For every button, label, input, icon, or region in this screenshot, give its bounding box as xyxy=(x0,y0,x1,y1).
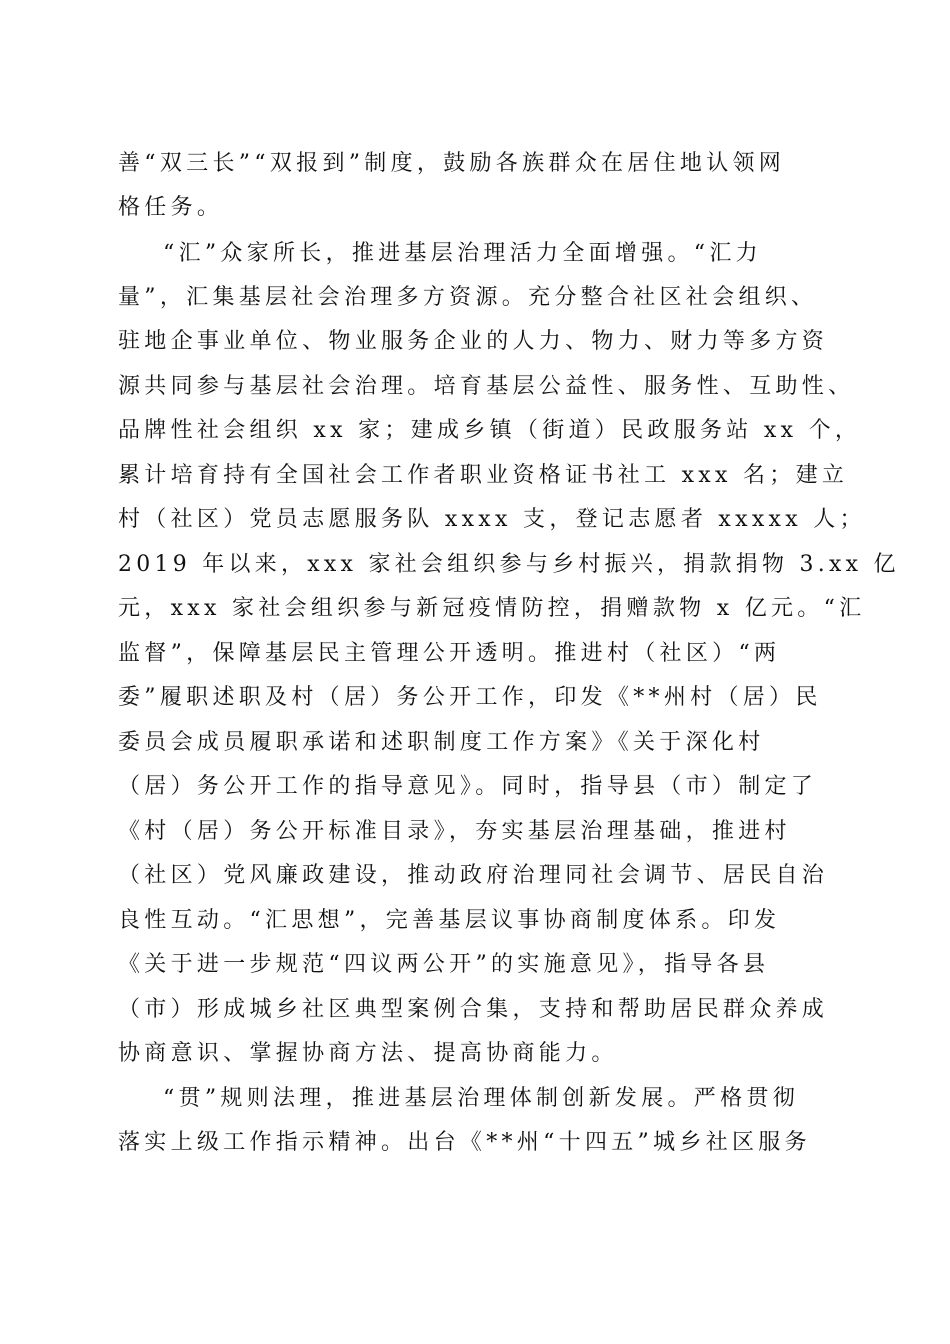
text-line: （居）务公开工作的指导意见》。同时，指导县（市）制定了 xyxy=(118,774,818,799)
text-line: 《村（居）务公开标准目录》，夯实基层治理基础，推进村 xyxy=(118,819,791,844)
text-line: 驻地企事业单位、物业服务企业的人力、物力、财力等多方资 xyxy=(118,329,829,354)
text-line: 元，xxx 家社会组织参与新冠疫情防控，捐赠款物 x 亿元。“汇 xyxy=(118,596,866,621)
text-line: 《关于进一步规范“四议两公开”的实施意见》，指导各县 xyxy=(118,952,770,977)
text-line: 协商意识、掌握协商方法、提高协商能力。 xyxy=(118,1041,618,1066)
text-line: 品牌性社会组织 xx 家；建成乡镇（街道）民政服务站 xx 个， xyxy=(118,418,862,443)
text-line: 善“双三长”“双报到”制度，鼓励各族群众在居住地认领网 xyxy=(118,151,786,176)
text-line: 良性互动。“汇思想”，完善基层议事协商制度体系。印发 xyxy=(118,908,781,933)
text-line: 委员会成员履职承诺和述职制度工作方案》《关于深化村 xyxy=(118,730,765,755)
paragraph-start-line: “贯”规则法理，推进基层治理体制创新发展。严格贯彻 xyxy=(163,1086,799,1111)
text-line: 落实上级工作指示精神。出台《**州“十四五”城乡社区服务 xyxy=(118,1130,811,1155)
text-line: （社区）党风廉政建设，推动政府治理同社会调节、居民自治 xyxy=(118,863,829,888)
text-line: 格任务。 xyxy=(118,195,224,220)
text-line: 源共同参与基层社会治理。培育基层公益性、服务性、互助性、 xyxy=(118,374,855,399)
text-line: （市）形成城乡社区典型案例合集，支持和帮助居民群众养成 xyxy=(118,997,829,1022)
text-line: 村（社区）党员志愿服务队 xxxx 支，登记志愿者 xxxxx 人； xyxy=(118,507,866,532)
text-line: 累计培育持有全国社会工作者职业资格证书社工 xxx 名；建立 xyxy=(118,463,849,488)
text-line: 量”，汇集基层社会治理多方资源。充分整合社区社会组织、 xyxy=(118,285,818,310)
text-line: 2019 年以来，xxx 家社会组织参与乡村振兴，捐款捐物 3.xx 亿 xyxy=(118,552,900,577)
paragraph-start-line: “汇”众家所长，推进基层治理活力全面增强。“汇力 xyxy=(163,241,762,266)
text-line: 委”履职述职及村（居）务公开工作，印发《**州村（居）民 xyxy=(118,685,822,710)
text-line: 监督”，保障基层民主管理公开透明。推进村（社区）“两 xyxy=(118,641,781,666)
